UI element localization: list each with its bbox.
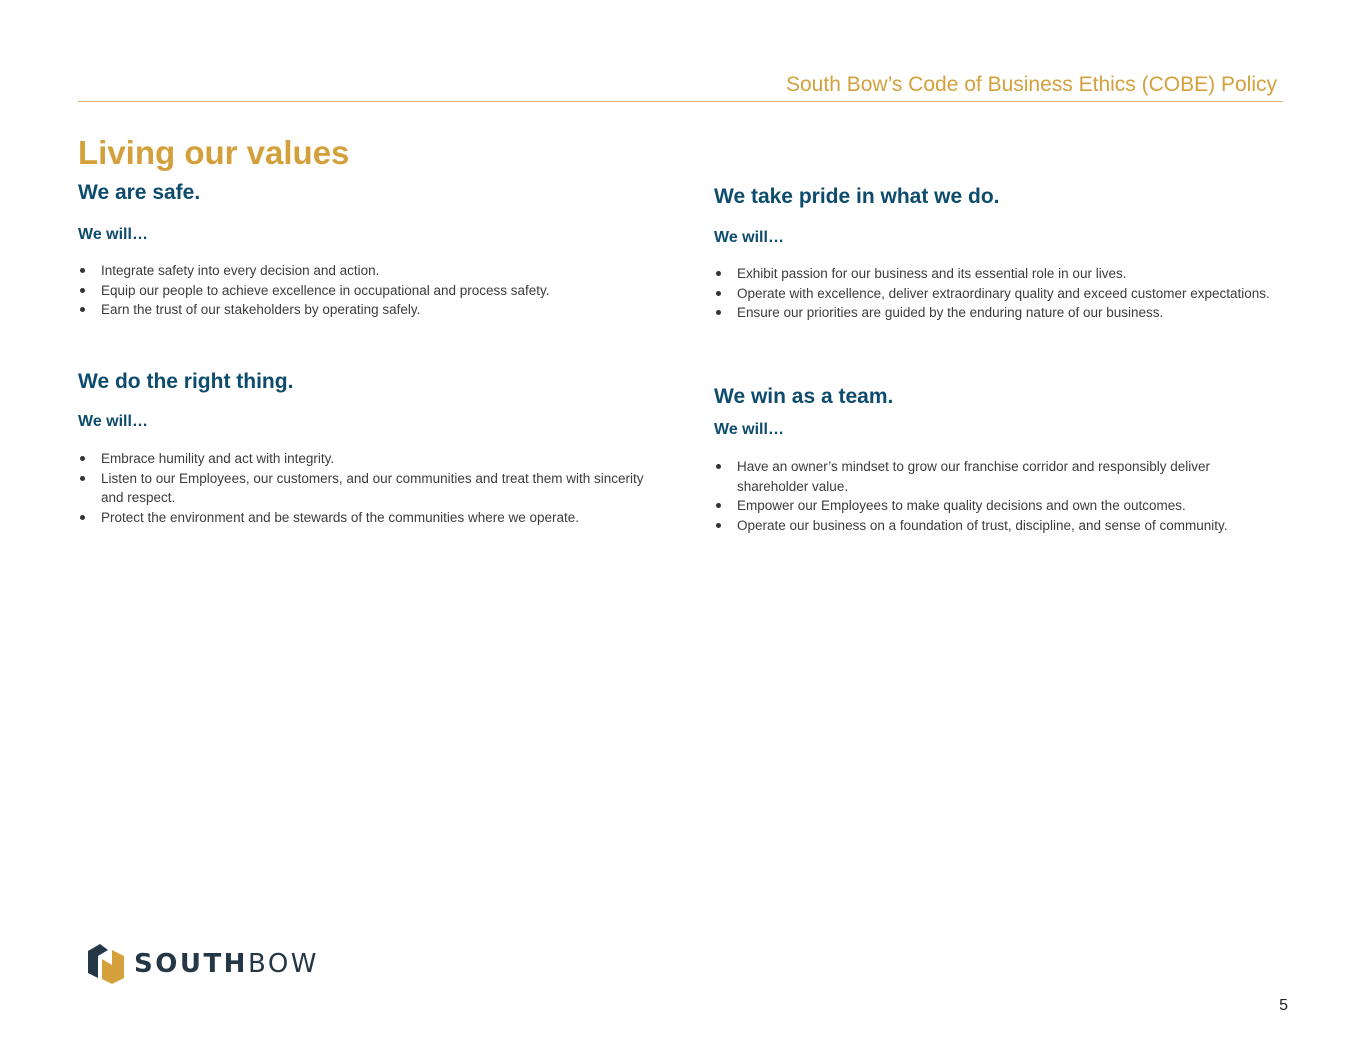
list-item: Integrate safety into every decision and action. xyxy=(78,261,648,281)
commitment-list xyxy=(78,261,648,320)
list-item: Operate with excellence, deliver extraordinary quality and exceed customer expectations. xyxy=(714,284,1284,304)
list-item: Protect the environment and be stewards of the communities where we operate. xyxy=(78,508,648,528)
list-item: Empower our Employees to make quality decisions and own the outcomes. xyxy=(714,496,1284,516)
document-header-title: South Bow’s Code of Business Ethics (COBE) Policy xyxy=(786,73,1277,96)
header-divider xyxy=(78,101,1283,102)
list-item: Ensure our priorities are guided by the enduring nature of our business. xyxy=(714,303,1284,323)
bullet-icon xyxy=(716,271,721,276)
section-subhead: We will… xyxy=(714,229,784,246)
logo-wordmark xyxy=(134,949,319,979)
southbow-logo xyxy=(86,942,319,986)
logo-text-south: SOUTH xyxy=(134,949,248,979)
section-heading: We take pride in what we do. xyxy=(714,185,1000,208)
list-item: Embrace humility and act with integrity. xyxy=(78,449,648,469)
commitment-list xyxy=(78,449,648,527)
list-item: Equip our people to achieve excellence in occupational and process safety. xyxy=(78,281,648,301)
section-heading: We win as a team. xyxy=(714,385,894,408)
section-subhead: We will… xyxy=(78,413,148,430)
bullet-icon xyxy=(80,307,85,312)
commitment-list xyxy=(714,457,1284,535)
value-section-pride xyxy=(714,185,1284,323)
section-subhead: We will… xyxy=(78,226,148,243)
list-item: Have an owner’s mindset to grow our franchise corridor and responsibly deliver shareholder value. xyxy=(714,457,1284,496)
list-item: Earn the trust of our stakeholders by operating safely. xyxy=(78,300,648,320)
bullet-icon xyxy=(716,310,721,315)
page-title: Living our values xyxy=(78,134,350,171)
bullet-icon xyxy=(716,503,721,508)
list-item: Listen to our Employees, our customers, and our communities and treat them with sincerity and respect. xyxy=(78,469,648,508)
bullet-icon xyxy=(716,464,721,469)
section-subhead: We will… xyxy=(714,421,784,438)
list-item: Exhibit passion for our business and its essential role in our lives. xyxy=(714,264,1284,284)
bullet-icon xyxy=(80,268,85,273)
bullet-icon xyxy=(80,515,85,520)
value-section-team xyxy=(714,385,1284,535)
bullet-icon xyxy=(80,456,85,461)
page-number: 5 xyxy=(1279,997,1288,1014)
section-heading: We do the right thing. xyxy=(78,370,294,393)
bullet-icon xyxy=(716,291,721,296)
bullet-icon xyxy=(716,523,721,528)
logo-text-bow: BOW xyxy=(247,949,319,979)
commitment-list xyxy=(714,264,1284,323)
bullet-icon xyxy=(80,288,85,293)
value-section-safe xyxy=(78,181,648,320)
section-heading: We are safe. xyxy=(78,181,201,204)
list-item: Operate our business on a foundation of trust, discipline, and sense of community. xyxy=(714,516,1284,536)
bullet-icon xyxy=(80,476,85,481)
southbow-logo-icon xyxy=(86,942,126,986)
value-section-right-thing xyxy=(78,370,648,527)
